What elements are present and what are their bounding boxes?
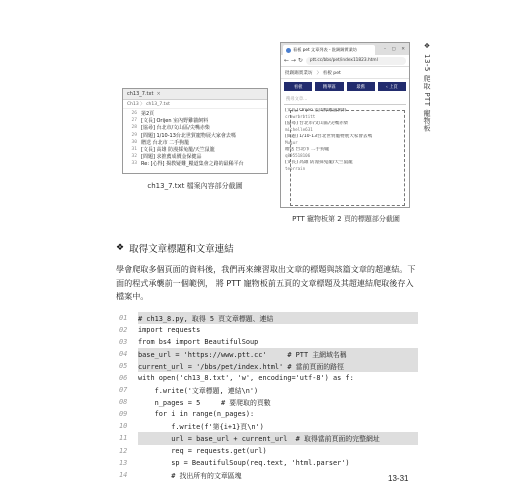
post-title-link[interactable]: [協尋] 台北市/文山區/尖嘴赤柴 [285, 121, 349, 126]
editor-line [123, 160, 267, 167]
code-line-text: # ch13_8.py, 取得 5 頁文章標題、連結 [138, 312, 418, 324]
section-heading [116, 241, 234, 255]
breadcrumb: Ch13 〉 ch13_7.txt [123, 100, 267, 109]
search-input[interactable]: 搜尋文章… [284, 96, 406, 105]
editor-screenshot [122, 88, 268, 174]
board-button[interactable]: 精華區 [315, 82, 343, 91]
code-line [116, 445, 418, 457]
body-paragraph: 學會爬取多個頁面的資料後，我們再來練習取出文章的標題與該篇文章的超連結。下面的程式承襲前一個範例， 將 PTT 寵物板前五頁的文章標題及其超連結爬取後存入檔案中。 [116, 264, 416, 301]
code-line-text: current_url = '/bbs/pet/index.html' # 當前頁面的路徑 [138, 360, 418, 372]
section-title: 取得文章標題和文章連結 [129, 244, 234, 255]
code-line-number: 01 [119, 314, 128, 323]
line-number: 28 [131, 125, 137, 131]
line-number: 33 [131, 161, 137, 167]
code-line-number: 14 [119, 470, 128, 479]
code-line-number: 10 [119, 422, 128, 431]
line-number: 27 [131, 118, 137, 124]
post-author: Mugur [285, 140, 298, 145]
page-number: 13-31 [388, 474, 409, 483]
editor-lines [123, 109, 267, 168]
browser-tabstrip [281, 43, 409, 55]
caption-right: PTT 寵物板第 2 頁的標題部分截圖 [292, 215, 400, 223]
code-line-text: base_url = 'https://www.ptt.cc' # PTT 主網域名稱 [138, 348, 418, 360]
code-line-number: 04 [119, 350, 128, 359]
line-number: 32 [131, 154, 137, 160]
code-line [116, 348, 418, 360]
editor-tab-label: ch13_7.txt [127, 91, 154, 97]
browser-tab-title: 看板 pet 文章列表 - 批踢踢實業坊 [293, 47, 357, 52]
line-text: [協尋] 台北市/文山區/尖嘴赤柴 [141, 125, 210, 132]
editor-tab[interactable] [127, 91, 161, 97]
code-line-number: 13 [119, 458, 128, 467]
editor-line [123, 117, 267, 124]
line-number: 31 [131, 147, 137, 153]
url-text: ptt.cc/bbs/pet/index11823.html [309, 58, 378, 63]
code-line [116, 457, 418, 469]
post-author: michelle631 [285, 127, 313, 132]
board-button[interactable]: 最舊 [347, 82, 375, 91]
editor-line [123, 139, 267, 146]
line-number: 29 [131, 132, 137, 138]
code-line-text: url = base_url + current_url # 取得當前頁面的完整網址 [138, 432, 418, 444]
line-text: 第2頁 [141, 111, 155, 118]
code-line-number: 05 [119, 362, 128, 371]
code-line [116, 324, 418, 336]
editor-line [123, 124, 267, 131]
running-head-text: 13-5 爬取 PTT 寵物板 [423, 53, 431, 132]
browser-toolbar [281, 55, 409, 67]
board-path[interactable]: 〉 看板 pet [316, 70, 341, 76]
code-line-number: 02 [119, 326, 128, 335]
post-title-link[interactable]: [文長] 高雄 防漫採兔籠/天竺鼠籠 [285, 160, 353, 165]
post-author: teorrain [285, 166, 306, 171]
code-line-text: req = requests.get(url) [138, 446, 267, 455]
diamond-bullet-icon: ❖ [116, 243, 125, 253]
code-line-text: # 找出所有的文章區塊 [138, 471, 242, 480]
code-line-text: for i in range(n_pages): [138, 410, 255, 419]
code-line [116, 408, 418, 420]
code-line-text: with open('ch13_8.txt', 'w', encoding='utf-8') as f: [138, 374, 354, 383]
code-line-number: 09 [119, 410, 128, 419]
post-author: crawrbrbtitt [285, 114, 316, 119]
code-line [116, 336, 418, 348]
editor-line [123, 110, 267, 117]
line-text: [問題] 1/10-13台北世貿寵物展大家會去嗎 [141, 132, 236, 139]
post-author: q895518106 [285, 153, 311, 158]
window-controls[interactable]: – ▢ ✕ [383, 46, 407, 52]
post-title-link[interactable]: [文長] Orijen 室內野雞貓飼料 [285, 108, 347, 113]
address-bar[interactable] [306, 57, 406, 65]
line-number: 26 [131, 111, 137, 117]
code-line [116, 396, 418, 408]
code-line [116, 384, 418, 396]
browser-tab[interactable] [283, 45, 375, 55]
nav-arrows-icon[interactable]: ← → ↻ [284, 57, 303, 64]
code-listing [116, 312, 418, 481]
site-name[interactable]: 批踢踢實業坊 [285, 70, 313, 76]
site-header [281, 67, 409, 79]
site-favicon-icon [286, 48, 291, 53]
code-line-text: f.write(f'第{i+1}頁\n') [138, 423, 264, 432]
post-title-link[interactable]: 贈送 台北市 二手狗籠 [285, 147, 330, 152]
editor-line [123, 153, 267, 160]
line-number: 30 [131, 139, 137, 145]
editor-line [123, 132, 267, 139]
code-line-number: 12 [119, 446, 128, 455]
code-line-number: 06 [119, 374, 128, 383]
code-line [116, 469, 418, 481]
line-text: [問題] 求推薦成價金保健品 [141, 154, 202, 161]
line-text: [文長] 高雄 防漫採兔籠/天竺鼠籠 [141, 147, 215, 154]
code-line-number: 03 [119, 338, 128, 347]
code-line-number: 08 [119, 398, 128, 407]
running-head [421, 42, 433, 131]
code-line [116, 372, 418, 384]
editor-line [123, 146, 267, 153]
diamond-mark-icon: ❖ [423, 42, 431, 51]
code-line [116, 360, 418, 372]
close-icon[interactable]: × [156, 91, 161, 97]
line-text: [文長] Orijen 室內野雞貓飼料 [141, 118, 209, 125]
code-line-text: f.write('文章標題, 連結\n') [138, 387, 259, 396]
highlight-box [290, 110, 405, 206]
board-button-row [281, 79, 409, 94]
code-line-text: from bs4 import BeautifulSoup [138, 338, 259, 347]
line-text: 贈送 台北市 二手狗籠 [141, 139, 190, 146]
code-line [116, 420, 418, 432]
code-line [116, 312, 418, 324]
post-title-link[interactable]: [問題] 1/10-13台北世貿寵物展大家會去嗎 [285, 134, 373, 139]
board-button[interactable]: 看板 [284, 82, 312, 91]
code-line-number: 07 [119, 386, 128, 395]
code-line-text: n_pages = 5 # 要爬取的頁數 [138, 399, 271, 408]
code-line-text: sp = BeautifulSoup(req.text, 'html.parser') [138, 458, 350, 467]
board-button[interactable]: ‹ 上頁 [378, 82, 406, 91]
caption-left: ch13_7.txt 檔案內容部分截圖 [147, 182, 243, 190]
editor-tabbar [123, 89, 267, 100]
line-text: Re: [心得] 揭教疑難_糧道集會之路的最稀平台 [141, 161, 244, 168]
code-line-text: import requests [138, 326, 201, 335]
code-line-number: 11 [119, 434, 128, 443]
code-line [116, 432, 418, 444]
